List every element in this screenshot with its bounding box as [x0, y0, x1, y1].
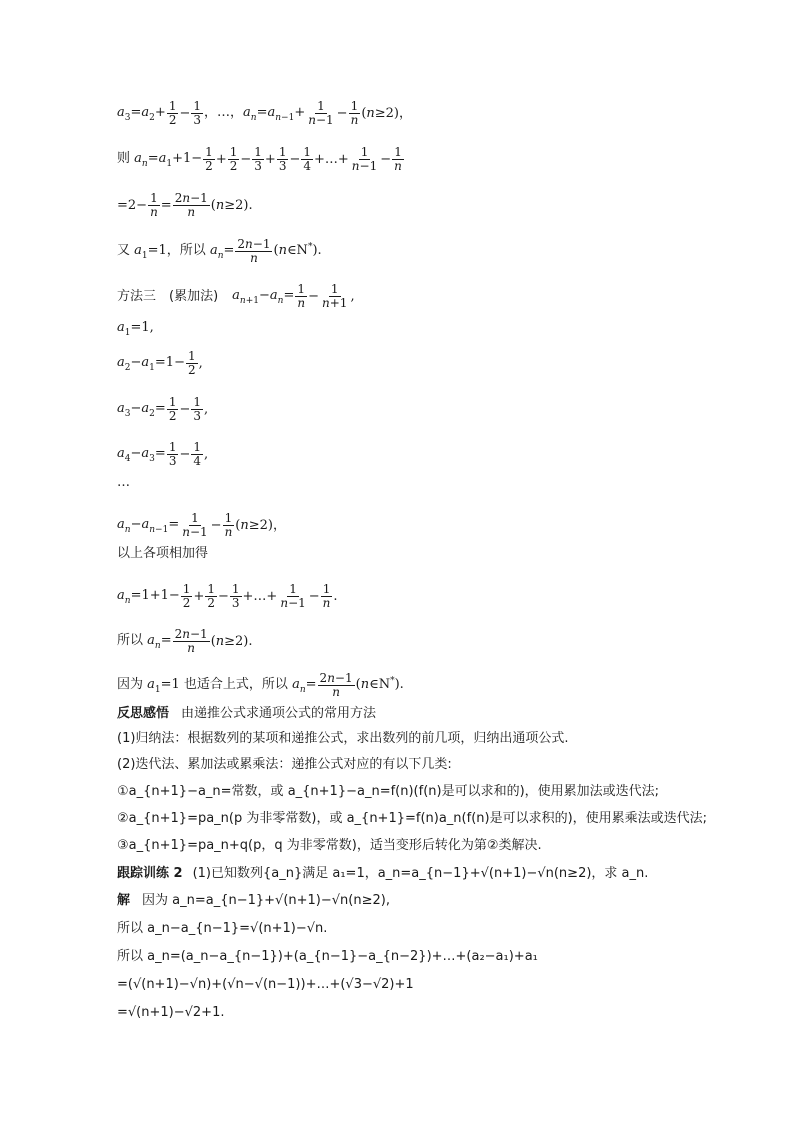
formula-line-a4-a3: $a_4-a_3=$ $\frac{1}{3}$ − $\frac{1}{4}$ ,: [117, 440, 209, 468]
reflection-item-1: (1)归纳法：根据数列的某项和递推公式，求出数列的前几项，归纳出通项公式.: [117, 731, 569, 746]
solution-step-3: 所以 a_n=(a_n−a_{n−1})+(a_{n−1}−a_{n−2})+…+(a₂−a₁)+a₁: [117, 949, 538, 964]
formula-line-an-sum: 则 $a_n=a_1+1-$ $\frac{1}{2}$ + $\frac{1}{2}$ − $\frac{1}{3}$ + $\frac{1}{3}$ − $\frac{1}{4}$ +…+ $\frac{1}{n-1}$ − $\frac{1}{n}$: [117, 145, 402, 173]
formula-line-so-an: 所以 $a_n=$ $\frac{2n-1}{n}$ (n≥2).: [117, 627, 253, 655]
formula-line-final: 因为 $a_1=1$ 也适合上式，所以 $a_n=$ $\frac{2n-1}{n}$ (n∈N*).: [117, 671, 404, 699]
formula-line-a1: $a_1=1$,: [117, 320, 154, 338]
exercise-line: [117, 866, 648, 882]
formula-line-conclusion: 又 $a_1=1$，所以 $a_n=$ $\frac{2n-1}{n}$ (n∈N*).: [117, 237, 322, 265]
formula-line-an-an1: $a_n-a_{n-1}=$ $\frac{1}{n-1}$ − $\frac{1}{n}$ (n≥2)，: [117, 511, 286, 539]
formula-line-a2-a1: $a_2-a_1=1-$ $\frac{1}{2}$ ,: [117, 349, 203, 377]
method-three-heading: 方法三 (累加法) $a_{n+1}-a_n=$ $\frac{1}{n}$ − $\frac{1}{n+1}$ ,: [117, 282, 355, 310]
solution-step-1: 因为 a_n=a_{n−1}+√(n+1)−√n(n≥2),: [142, 893, 390, 908]
exercise-label: 跟踪训练 2: [117, 866, 183, 881]
reflection-item-4: ②a_{n+1}=pa_n(p 为非零常数)，或 a_{n+1}=f(n)a_n(f(n)是可以求积的)，使用累乘法或迭代法;: [117, 811, 708, 826]
sum-statement: 以上各项相加得: [117, 546, 209, 561]
formula-line-an-total: $a_n=1+1-$ $\frac{1}{2}$ + $\frac{1}{2}$ − $\frac{1}{3}$ +…+ $\frac{1}{n-1}$ − $\frac{1}{n}$ .: [117, 582, 338, 610]
solution-step-4: =(√(n+1)−√n)+(√n−√(n−1))+…+(√3−√2)+1: [117, 977, 414, 992]
solution-step-5: =√(n+1)−√2+1.: [117, 1005, 225, 1020]
solution-line-1: [117, 893, 390, 909]
formula-line-a3-a2: $a_3-a_2=$ $\frac{1}{2}$ − $\frac{1}{3}$ ,: [117, 395, 209, 423]
formula-line-result: =2− $\frac{1}{n}$ = $\frac{2n-1}{n}$ (n≥2).: [117, 191, 253, 219]
reflection-heading: [117, 706, 376, 722]
reflection-label: 反思感悟: [117, 706, 170, 721]
solution-label: 解: [117, 893, 131, 908]
reflection-item-5: ③a_{n+1}=pa_n+q(p，q 为非零常数)，适当变形后转化为第②类解决.: [117, 838, 542, 853]
reflection-title: 由递推公式求通项公式的常用方法: [181, 706, 377, 721]
solution-step-2: 所以 a_n−a_{n−1}=√(n+1)−√n.: [117, 921, 328, 936]
exercise-text: (1)已知数列{a_n}满足 a₁=1，a_n=a_{n−1}+√(n+1)−√n(n≥2)，求 a_n.: [192, 866, 649, 881]
reflection-item-3: ①a_{n+1}−a_n=常数，或 a_{n+1}−a_n=f(n)(f(n)是可以求和的)，使用累加法或迭代法;: [117, 784, 660, 799]
ellipsis-line: [117, 475, 130, 491]
reflection-item-2: (2)迭代法、累加法或累乘法：递推公式对应的有以下几类:: [117, 757, 452, 772]
ellipsis: …: [117, 475, 130, 490]
method-three-label: 方法三 (累加法): [117, 288, 219, 304]
formula-line-a3: $a_3=a_2+$ $\frac{1}{2}$ − $\frac{1}{3}$ ，…，$a_n=a_{n-1}+$ $\frac{1}{n-1}$ − $\frac{1}{n}$ (n≥2)，: [117, 99, 413, 127]
text-sum-all: [117, 546, 208, 562]
